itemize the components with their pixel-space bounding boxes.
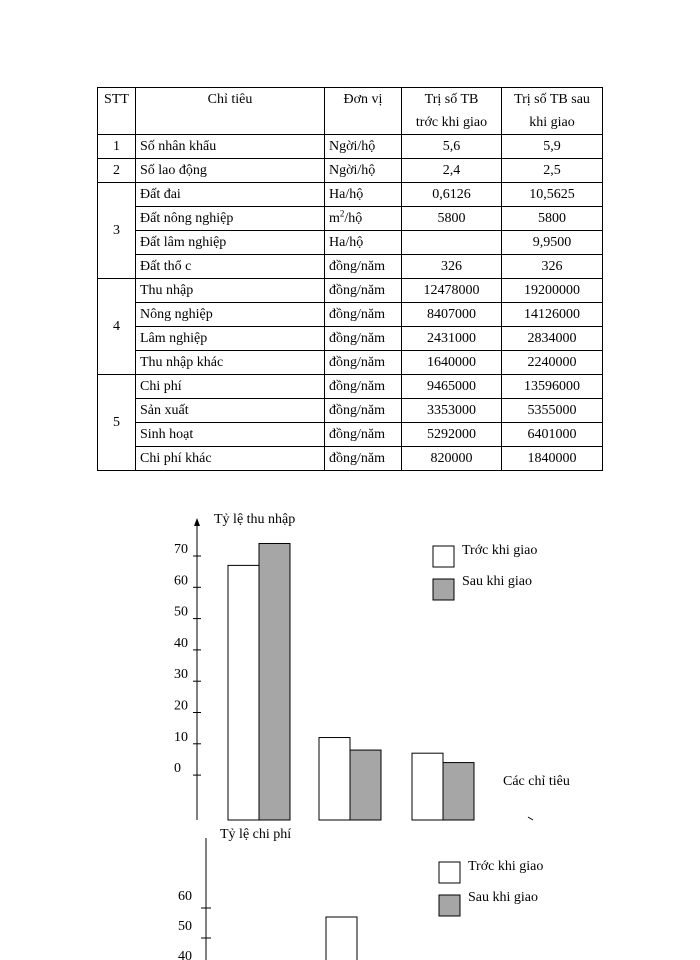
cell-stt: 1 <box>98 135 136 159</box>
cell-before: 8407000 <box>402 303 502 327</box>
income-y-tick-label: 10 <box>174 729 188 745</box>
cell-unit: đồng/năm <box>325 351 402 375</box>
header-after-line1: Trị số TB sau <box>514 92 590 107</box>
income-y-tick-label: 70 <box>174 542 188 557</box>
income-y-tick-label: 40 <box>174 635 188 651</box>
expense-bar-before <box>326 917 357 960</box>
income-legend-swatch-before <box>433 546 454 567</box>
income-legend-before: Trớc khi giao <box>462 543 538 558</box>
cell-unit: Ha/hộ <box>325 183 402 207</box>
cell-name: Chi phí <box>136 375 325 399</box>
cell-after: 13596000 <box>502 375 603 399</box>
cell-unit: đồng/năm <box>325 327 402 351</box>
cell-unit: đồng/năm <box>325 447 402 471</box>
cell-before: 1640000 <box>402 351 502 375</box>
income-y-tick-label: 60 <box>174 573 188 589</box>
unit-base: m <box>329 211 340 226</box>
cell-before: 0,6126 <box>402 183 502 207</box>
cell-unit: Ngời/hộ <box>325 135 402 159</box>
cell-after: 9,9500 <box>502 231 603 255</box>
cell-name: Thu nhập khác <box>136 351 325 375</box>
income-legend-swatch-after <box>433 579 454 600</box>
cell-unit: đồng/năm <box>325 303 402 327</box>
cell-after: 2834000 <box>502 327 603 351</box>
income-bar-before <box>319 738 350 820</box>
header-stt: STT <box>98 88 136 135</box>
cell-before: 5800 <box>402 207 502 231</box>
cell-name: Đất nông nghiệp <box>136 207 325 231</box>
cell-name: Nông nghiệp <box>136 303 325 327</box>
cell-stt: 5 <box>98 375 136 471</box>
income-legend-after: Sau khi giao <box>462 574 532 589</box>
income-bar-after <box>443 763 474 820</box>
income-x-axis-fragment <box>528 817 533 820</box>
income-y-tick-label: 20 <box>174 698 188 714</box>
expense-y-tick-label: 60 <box>178 889 192 904</box>
cell-after: 2,5 <box>502 159 603 183</box>
cell-after: 326 <box>502 255 603 279</box>
income-bar-after <box>259 543 290 820</box>
cell-name: Số lao động <box>136 159 325 183</box>
cell-name: Thu nhập <box>136 279 325 303</box>
income-y-tick-label: 50 <box>174 604 188 620</box>
cell-after: 5800 <box>502 207 603 231</box>
expense-legend-before: Trớc khi giao <box>468 859 544 874</box>
cell-after: 14126000 <box>502 303 603 327</box>
cell-after: 5,9 <box>502 135 603 159</box>
income-y-tick-label: 30 <box>174 667 188 683</box>
expense-chart <box>178 827 543 960</box>
cell-before: 5292000 <box>402 423 502 447</box>
cell-after: 6401000 <box>502 423 603 447</box>
cell-stt: 4 <box>98 279 136 375</box>
unit-superscript: 2 <box>339 208 345 219</box>
cell-before: 820000 <box>402 447 502 471</box>
cell-after: 19200000 <box>502 279 603 303</box>
cell-unit: đồng/năm <box>325 375 402 399</box>
cell-name: Số nhân khẩu <box>136 135 325 159</box>
cell-before: 5,6 <box>402 135 502 159</box>
expense-chart-title: Tỷ lệ chi phí <box>220 827 292 842</box>
cell-name: Đất thổ c <box>136 255 325 279</box>
cell-before: 9465000 <box>402 375 502 399</box>
cell-after: 1840000 <box>502 447 603 471</box>
cell-unit: đồng/năm <box>325 423 402 447</box>
expense-bars <box>326 917 357 960</box>
cell-before: 2431000 <box>402 327 502 351</box>
income-bar-after <box>350 750 381 820</box>
cell-unit: đồng/năm <box>325 399 402 423</box>
income-y-axis-arrow <box>194 518 200 526</box>
cell-stt: 2 <box>98 159 136 183</box>
expense-legend-swatch-before <box>439 862 460 883</box>
income-x-label: Các chỉ tiêu <box>503 774 570 789</box>
cell-after: 10,5625 <box>502 183 603 207</box>
cell-unit: Ngời/hộ <box>325 159 402 183</box>
header-unit: Đơn vị <box>325 88 402 135</box>
expense-y-tick-label: 50 <box>178 919 192 934</box>
expense-y-tick-label: 40 <box>178 949 192 960</box>
cell-before: 326 <box>402 255 502 279</box>
income-bar-before <box>228 565 259 820</box>
cell-before: 3353000 <box>402 399 502 423</box>
cell-name: Sinh hoạt <box>136 423 325 447</box>
cell-name: Chi phí khác <box>136 447 325 471</box>
cell-before: 2,4 <box>402 159 502 183</box>
cell-name: Lâm nghiệp <box>136 327 325 351</box>
cell-stt: 3 <box>98 183 136 279</box>
cell-name: Sản xuất <box>136 399 325 423</box>
income-y-tick-label: 0 <box>174 761 181 777</box>
header-name: Chỉ tiêu <box>136 88 325 135</box>
cell-name: Đất đai <box>136 183 325 207</box>
cell-after: 2240000 <box>502 351 603 375</box>
income-chart <box>174 512 570 820</box>
expense-legend-after: Sau khi giao <box>468 890 538 905</box>
income-chart-title: Tỷ lệ thu nhập <box>214 512 296 527</box>
header-after-line2: khi giao <box>529 115 575 130</box>
cell-unit: đồng/năm <box>325 279 402 303</box>
header-before-line2: trớc khi giao <box>415 115 488 130</box>
cell-before: 12478000 <box>402 279 502 303</box>
unit-tail: /hộ <box>344 211 363 226</box>
header-before-line1: Trị số TB <box>424 92 479 107</box>
income-bar-before <box>412 753 443 820</box>
cell-unit: đồng/năm <box>325 255 402 279</box>
cell-name: Đất lâm nghiệp <box>136 231 325 255</box>
cell-unit: Ha/hộ <box>325 231 402 255</box>
cell-after: 5355000 <box>502 399 603 423</box>
expense-legend-swatch-after <box>439 895 460 916</box>
